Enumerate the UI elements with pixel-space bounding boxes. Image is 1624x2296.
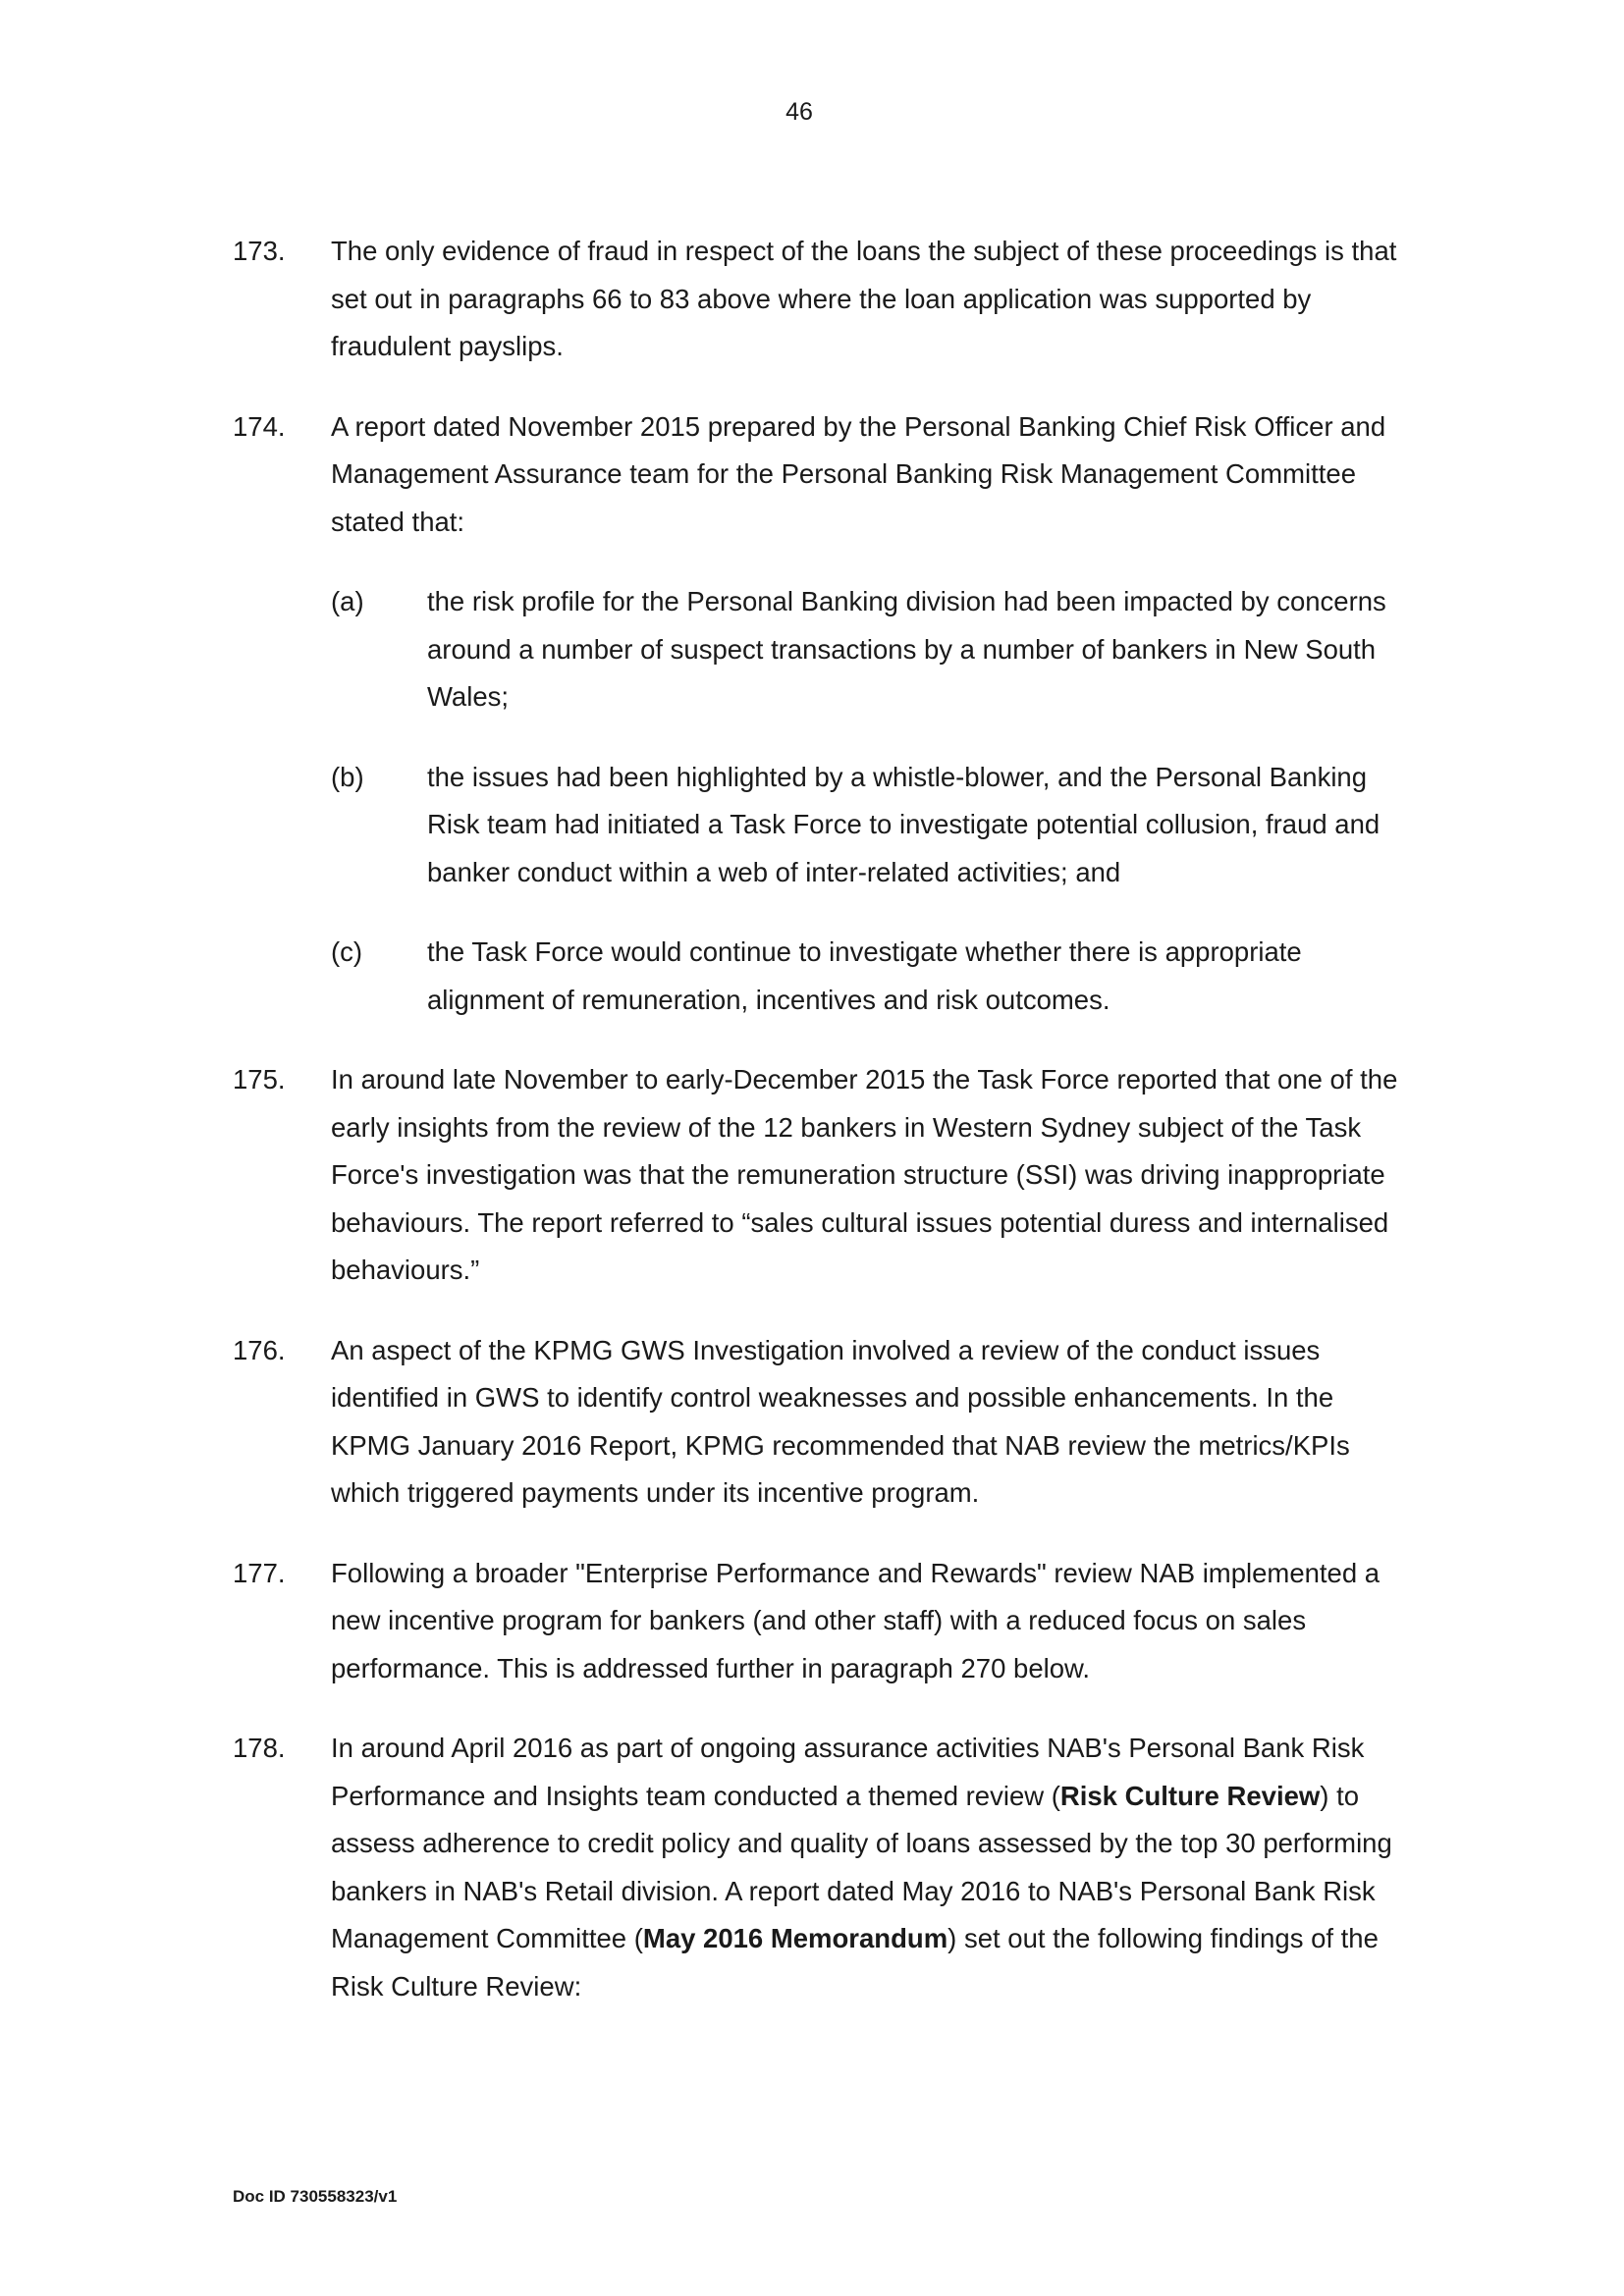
paragraph-173	[0, 228, 1624, 371]
subparagraph-text: the Task Force would continue to investigate whether there is appropriate alignment of remuneration, incentives and risk outcomes.	[427, 936, 1302, 1015]
paragraph-text: Following a broader "Enterprise Performance and Rewards" review NAB implemented a new incentive program for bankers (and other staff) with a reduced focus on sales performance. This is addressed further in paragraph 270 below.	[331, 1557, 1380, 1683]
paragraph-text-segment: ) to assess adherence to credit policy and quality of loans assessed by the top 30 performing bankers in NAB's Retail division. A report dated May 2016 to NAB's Personal Bank Risk Management Committee (	[331, 1780, 1392, 1953]
paragraph-text-segment: ) set out the following findings of the Risk Culture Review:	[331, 1923, 1379, 2002]
paragraph-175	[0, 1056, 1624, 1295]
defined-term: Risk Culture Review	[1059, 1780, 1321, 1811]
document-body	[0, 228, 1624, 2043]
paragraph-number: 178.	[233, 1733, 286, 1763]
paragraph-174	[0, 403, 1624, 547]
paragraph-177	[0, 1550, 1624, 1693]
subparagraph-174-b	[0, 754, 1624, 897]
paragraph-text-segment: In around April 2016 as part of ongoing assurance activities NAB's Personal Bank Risk Performance and Insights team conducted a themed review (	[331, 1733, 1365, 1811]
paragraph-text: In around late November to early-December 2015 the Task Force reported that one of the early insights from the review of the 12 bankers in Western Sydney subject of the Task Force's investigation was that the remuneration structure (SSI) was driving inappropriate behaviours. The report referred to “sales cultural issues potential duress and internalised behaviours.”	[331, 1064, 1398, 1285]
paragraph-number: 175.	[233, 1064, 286, 1095]
subparagraph-text: the issues had been highlighted by a whistle-blower, and the Personal Banking Risk team had initiated a Task Force to investigate potential collusion, fraud and banker conduct within a web of inter-related activities; and	[427, 761, 1380, 887]
paragraph-number: 173.	[233, 236, 286, 266]
subparagraph-label: (a)	[331, 586, 364, 616]
paragraph-text: A report dated November 2015 prepared by the Personal Banking Chief Risk Officer and Management Assurance team for the Personal Banking Risk Management Committee stated that:	[331, 410, 1386, 537]
paragraph-text	[331, 1725, 1407, 2010]
defined-term: May 2016 Memorandum	[642, 1923, 948, 1953]
subparagraph-174-c	[0, 929, 1624, 1024]
subparagraph-label: (c)	[331, 936, 363, 967]
paragraph-number: 177.	[233, 1557, 286, 1588]
paragraph-number: 174.	[233, 410, 286, 442]
subparagraph-174-a	[0, 578, 1624, 721]
subparagraph-text: the risk profile for the Personal Banking division had been impacted by concerns around a number of suspect transactions by a number of bankers in New South Wales;	[427, 586, 1386, 712]
paragraph-176	[0, 1327, 1624, 1518]
subparagraph-label: (b)	[331, 761, 364, 792]
paragraph-178	[0, 1725, 1624, 2010]
doc-id-footer: Doc ID 730558323/v1	[233, 2187, 398, 2206]
paragraph-text: The only evidence of fraud in respect of the loans the subject of these proceedings is that set out in paragraphs 66 to 83 above where the loan application was supported by fraudulent payslips.	[331, 236, 1397, 361]
page-number: 46	[785, 98, 813, 126]
paragraph-text: An aspect of the KPMG GWS Investigation involved a review of the conduct issues identified in GWS to identify control weaknesses and possible enhancements. In the KPMG January 2016 Report, KPMG recommended that NAB review the metrics/KPIs which triggered payments under its incentive program.	[331, 1334, 1350, 1508]
paragraph-number: 176.	[233, 1334, 286, 1365]
